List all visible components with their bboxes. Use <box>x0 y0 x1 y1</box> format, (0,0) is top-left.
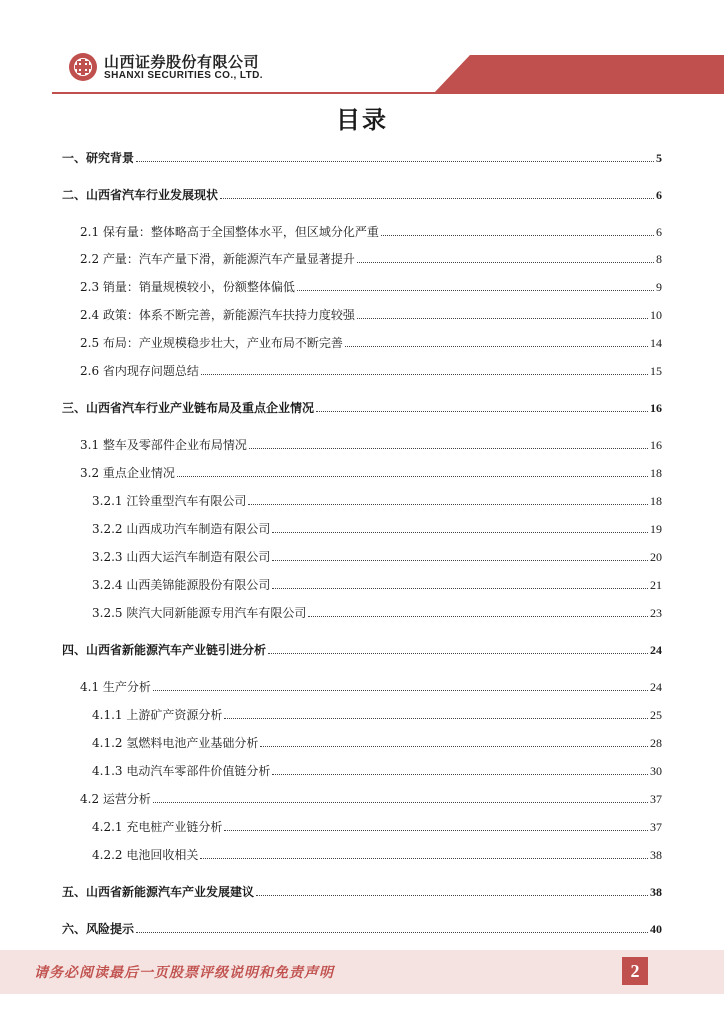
toc-entry[interactable] <box>80 431 662 453</box>
toc-label: 3.2.2 山西成功汽车制造有限公司 <box>92 522 271 536</box>
toc-page-number: 18 <box>650 494 662 508</box>
toc-page-number: 6 <box>656 225 662 239</box>
toc-leader <box>153 690 648 691</box>
toc-label: 3.2.3 山西大运汽车制造有限公司 <box>92 550 271 564</box>
company-name-en: SHANXI SECURITIES CO., LTD. <box>104 70 263 81</box>
toc-label: 2.4 政策：体系不断完善，新能源汽车扶持力度较强 <box>80 308 355 322</box>
toc-label: 2.5 布局：产业规模稳步壮大，产业布局不断完善 <box>80 336 343 350</box>
toc-page-number: 38 <box>650 885 662 899</box>
toc-label: 一、研究背景 <box>62 151 135 165</box>
toc-label: 3.2.4 山西美锦能源股份有限公司 <box>92 578 271 592</box>
toc-entry[interactable] <box>62 636 662 658</box>
toc-label: 四、山西省新能源汽车产业链引进分析 <box>62 643 267 657</box>
toc-entry[interactable] <box>92 757 662 779</box>
toc-page-number: 9 <box>656 280 662 294</box>
page-header <box>0 0 724 100</box>
toc-label: 2.2 产量：汽车产量下滑，新能源汽车产量显著提升 <box>80 252 355 266</box>
toc-page-number: 40 <box>650 922 662 936</box>
toc-entry[interactable] <box>92 841 662 863</box>
toc-page-number: 18 <box>650 466 662 480</box>
company-name-cn: 山西证券股份有限公司 <box>104 53 260 71</box>
toc-entry[interactable] <box>92 701 662 723</box>
toc-entry[interactable] <box>62 394 662 416</box>
toc-entry[interactable] <box>62 144 662 166</box>
toc-entry[interactable] <box>92 729 662 751</box>
toc-label: 4.1 生产分析 <box>80 680 151 694</box>
toc-leader <box>297 290 654 291</box>
toc-leader <box>224 718 648 719</box>
toc-entry[interactable] <box>92 813 662 835</box>
toc-leader <box>272 774 648 775</box>
toc-label: 4.2.2 电池回收相关 <box>92 848 199 862</box>
toc-leader <box>224 830 648 831</box>
toc-page-number: 24 <box>650 643 662 657</box>
toc-leader <box>272 532 648 533</box>
toc-entry[interactable] <box>92 599 662 621</box>
toc-page-number: 6 <box>656 188 662 202</box>
toc-label: 三、山西省汽车行业产业链布局及重点企业情况 <box>62 401 315 415</box>
toc-label: 4.2 运营分析 <box>80 792 151 806</box>
toc-entry[interactable] <box>80 357 662 379</box>
toc-leader <box>136 161 654 162</box>
toc-entry[interactable] <box>62 181 662 203</box>
toc-page-number: 24 <box>650 680 662 694</box>
toc-leader <box>308 616 648 617</box>
toc-page-number: 30 <box>650 764 662 778</box>
toc-label: 2.1 保有量：整体略高于全国整体水平，但区域分化严重 <box>80 225 379 239</box>
toc-page-number: 28 <box>650 736 662 750</box>
toc-page-number: 16 <box>650 401 662 415</box>
toc-page-number: 15 <box>650 364 662 378</box>
toc-label: 2.3 销量：销量规模较小，份额整体偏低 <box>80 280 295 294</box>
toc-leader <box>272 560 648 561</box>
toc-leader <box>357 318 648 319</box>
toc-label: 3.2.1 江铃重型汽车有限公司 <box>92 494 247 508</box>
toc-page-number: 14 <box>650 336 662 350</box>
toc-leader <box>260 746 648 747</box>
toc-page-number: 38 <box>650 848 662 862</box>
toc-leader <box>136 932 648 933</box>
toc-leader <box>249 448 648 449</box>
toc-leader <box>345 346 648 347</box>
toc-leader <box>357 262 654 263</box>
toc-leader <box>220 198 654 199</box>
toc-leader <box>268 653 648 654</box>
page-footer <box>0 950 724 994</box>
toc-label: 4.1.3 电动汽车零部件价值链分析 <box>92 764 271 778</box>
disclaimer-notice: 请务必阅读最后一页股票评级说明和免责声明 <box>34 965 334 981</box>
toc-label: 4.2.1 充电桩产业链分析 <box>92 820 223 834</box>
page-title: 目录 <box>336 106 388 134</box>
toc-label: 4.1.2 氢燃料电池产业基础分析 <box>92 736 259 750</box>
toc-label: 六、风险提示 <box>62 922 135 936</box>
toc-page-number: 16 <box>650 438 662 452</box>
toc-page-number: 23 <box>650 606 662 620</box>
toc-label: 二、山西省汽车行业发展现状 <box>62 188 219 202</box>
toc-entry[interactable] <box>80 245 662 267</box>
toc-entry[interactable] <box>62 915 662 937</box>
toc-entry[interactable] <box>80 785 662 807</box>
toc-entry[interactable] <box>80 673 662 695</box>
toc-leader <box>248 504 648 505</box>
shanxi-securities-logo-icon <box>68 52 98 82</box>
toc-page-number: 19 <box>650 522 662 536</box>
toc-page-number: 20 <box>650 550 662 564</box>
toc-leader <box>272 588 648 589</box>
toc-entry[interactable] <box>80 218 662 240</box>
toc-entry[interactable] <box>80 273 662 295</box>
report-type-banner <box>434 55 724 93</box>
toc-page-number: 37 <box>650 820 662 834</box>
toc-entry[interactable] <box>92 571 662 593</box>
toc-leader <box>381 235 654 236</box>
toc-page-number: 37 <box>650 792 662 806</box>
toc-entry[interactable] <box>80 301 662 323</box>
toc-label: 五、山西省新能源汽车产业发展建议 <box>62 885 255 899</box>
page-number-badge: 2 <box>622 957 648 985</box>
toc-leader <box>177 476 648 477</box>
toc-page-number: 8 <box>656 252 662 266</box>
toc-page-number: 10 <box>650 308 662 322</box>
toc-page-number: 21 <box>650 578 662 592</box>
toc-leader <box>153 802 648 803</box>
toc-entry[interactable] <box>80 459 662 481</box>
toc-leader <box>256 895 648 896</box>
toc-entry[interactable] <box>92 487 662 509</box>
toc-leader <box>201 374 648 375</box>
toc-leader <box>316 411 648 412</box>
toc-label: 3.2 重点企业情况 <box>80 466 175 480</box>
toc-entry[interactable] <box>92 543 662 565</box>
toc-entry[interactable] <box>80 329 662 351</box>
toc-leader <box>200 858 648 859</box>
header-divider <box>52 92 724 94</box>
toc-label: 3.2.5 陕汽大同新能源专用汽车有限公司 <box>92 606 307 620</box>
toc-entry[interactable] <box>62 878 662 900</box>
toc-label: 2.6 省内现存问题总结 <box>80 364 199 378</box>
toc-page-number: 5 <box>656 151 662 165</box>
toc-entry[interactable] <box>92 515 662 537</box>
toc-page-number: 25 <box>650 708 662 722</box>
report-type-label: 证券研究报告：行业研究/深度报告 <box>466 14 666 29</box>
toc-label: 4.1.1 上游矿产资源分析 <box>92 708 223 722</box>
toc-label: 3.1 整车及零部件企业布局情况 <box>80 438 247 452</box>
